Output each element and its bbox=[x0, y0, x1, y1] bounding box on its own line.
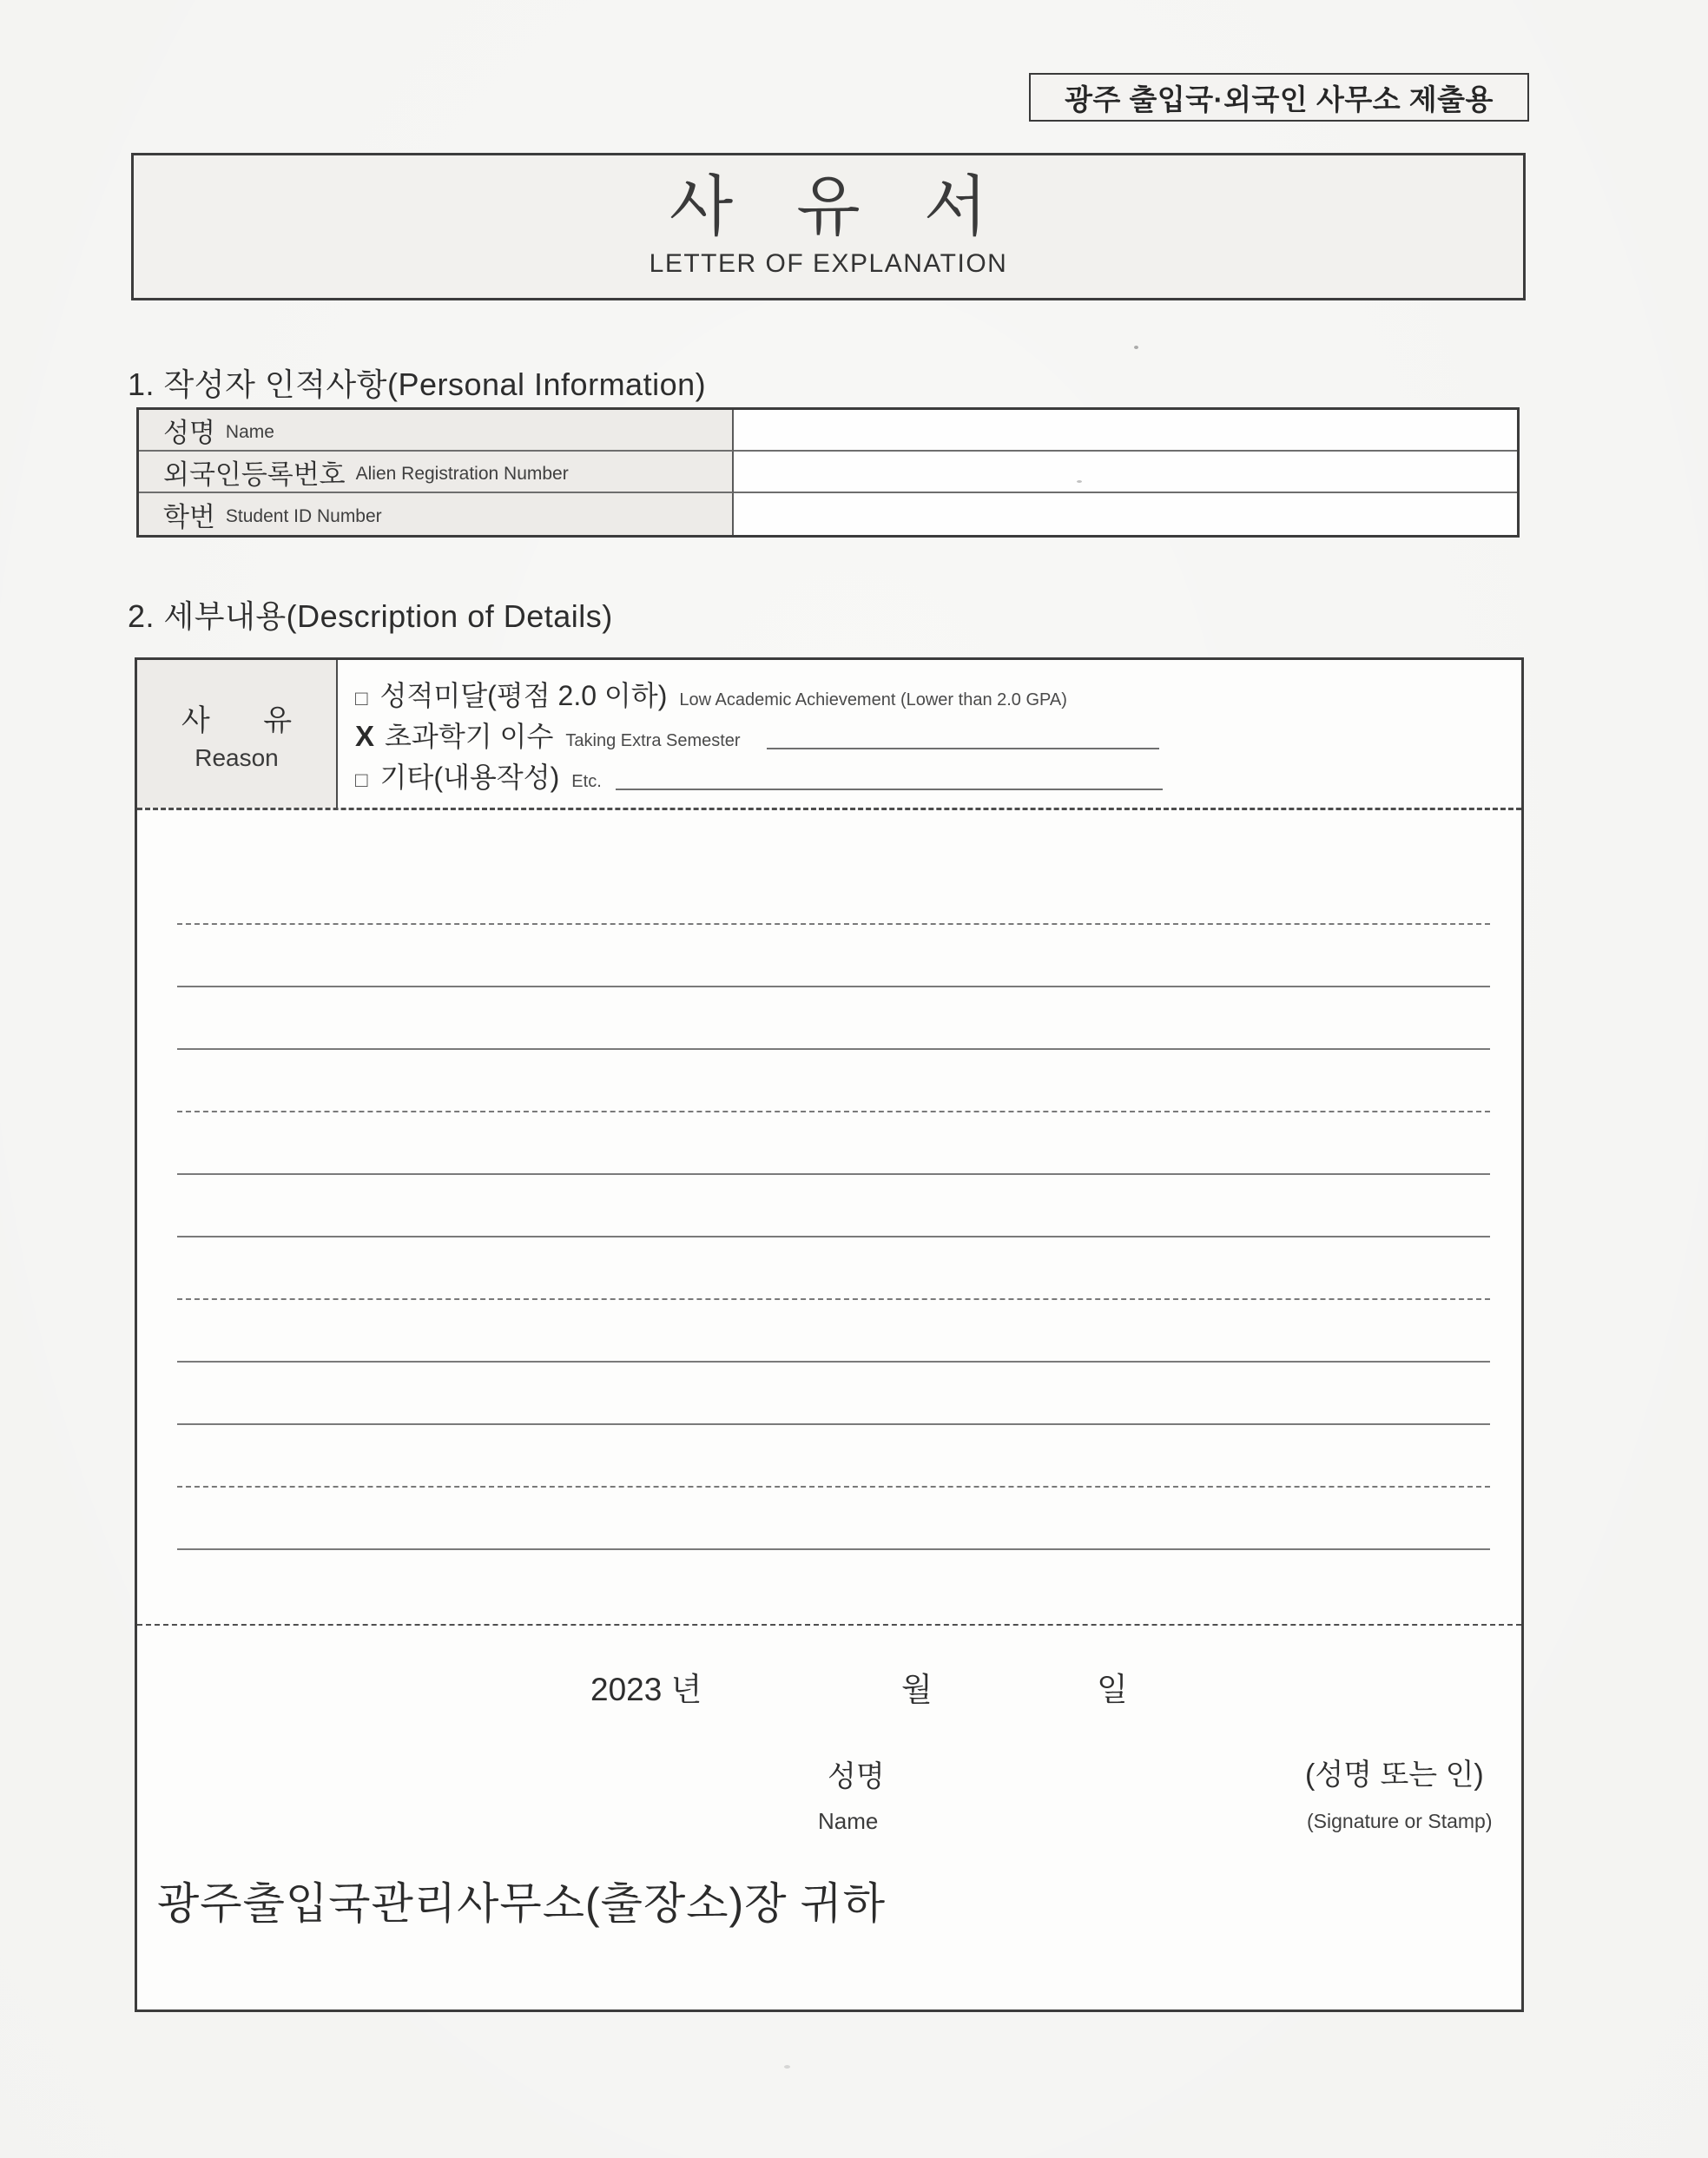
ruled-line bbox=[177, 1486, 1490, 1488]
option-low-achievement bbox=[355, 674, 1513, 714]
reason-label-ko: 사 유 bbox=[181, 703, 293, 737]
ruled-line bbox=[177, 1548, 1490, 1550]
section2-heading: 2. 세부내용(Description of Details) bbox=[128, 598, 613, 634]
option-etc-en: Etc. bbox=[571, 772, 602, 791]
student-id-value-cell bbox=[734, 493, 1517, 535]
checkbox-empty-icon: □ bbox=[355, 687, 368, 710]
student-id-label-en: Student ID Number bbox=[225, 506, 382, 526]
extra-semester-fill-line bbox=[767, 747, 1159, 749]
ruled-line bbox=[177, 1173, 1490, 1175]
student-id-label-cell bbox=[139, 493, 734, 535]
checkbox-empty-icon: □ bbox=[355, 769, 368, 792]
form-title-english: LETTER OF EXPLANATION bbox=[649, 249, 1008, 278]
ruled-line bbox=[177, 923, 1490, 925]
name-label-en: Name bbox=[225, 422, 274, 442]
date-day: 일 bbox=[1097, 1672, 1128, 1707]
ruled-line bbox=[177, 1423, 1490, 1425]
alien-reg-label-cell bbox=[139, 452, 734, 493]
alien-reg-value-cell bbox=[734, 452, 1517, 493]
form-title-korean: 사 유 서 bbox=[669, 170, 1011, 244]
option-etc-ko: 기타(내용작성) bbox=[379, 762, 560, 793]
option-extra-semester-ko: 초과학기 이수 bbox=[385, 721, 554, 752]
reason-options bbox=[338, 660, 1521, 808]
form-title-box bbox=[131, 153, 1526, 300]
option-etc bbox=[355, 756, 1513, 795]
option-extra-semester-en: Taking Extra Semester bbox=[565, 731, 741, 750]
name-label-ko: 성명 bbox=[163, 417, 215, 448]
ruled-line bbox=[177, 1236, 1490, 1237]
ruled-line bbox=[177, 1111, 1490, 1112]
reason-label-cell bbox=[137, 660, 338, 808]
name-value-cell bbox=[734, 410, 1517, 452]
ruled-line bbox=[177, 1298, 1490, 1300]
personal-info-table bbox=[136, 407, 1520, 538]
signature-stamp-label-en: (Signature or Stamp) bbox=[1307, 1810, 1493, 1832]
student-id-label-ko: 학번 bbox=[163, 501, 215, 532]
reason-row bbox=[137, 660, 1521, 810]
footer-separator-line bbox=[137, 1624, 1521, 1626]
ruled-line bbox=[177, 1048, 1490, 1050]
details-box bbox=[135, 657, 1524, 2012]
scan-artifact-dot bbox=[784, 2065, 790, 2069]
ruled-line bbox=[177, 986, 1490, 987]
alien-reg-label-ko: 외국인등록번호 bbox=[163, 459, 346, 490]
etc-fill-line bbox=[616, 788, 1163, 790]
submission-office-label: 광주 출입국·외국인 사무소 제출용 bbox=[1065, 82, 1494, 115]
option-low-achievement-ko: 성적미달(평점 2.0 이하) bbox=[379, 680, 668, 711]
scan-artifact-dot bbox=[1077, 480, 1082, 483]
date-line bbox=[137, 1663, 1521, 1706]
option-extra-semester bbox=[355, 715, 1513, 755]
option-low-achievement-en: Low Academic Achievement (Lower than 2.0 GPA) bbox=[679, 690, 1067, 709]
date-month: 월 bbox=[901, 1672, 933, 1707]
recipient-line: 광주출입국관리사무소(출장소)장 귀하 bbox=[157, 1879, 886, 1928]
signature-stamp-label-ko: (성명 또는 인) bbox=[1305, 1759, 1484, 1792]
scan-artifact-dot bbox=[1134, 346, 1138, 349]
signer-name-label-en: Name bbox=[818, 1808, 879, 1834]
alien-reg-label-en: Alien Registration Number bbox=[355, 464, 569, 484]
checkbox-x-mark-icon: X bbox=[355, 720, 375, 752]
section1-heading: 1. 작성자 인적사항(Personal Information) bbox=[128, 366, 707, 402]
date-year: 2023 년 bbox=[590, 1672, 702, 1707]
name-label-cell bbox=[139, 410, 734, 452]
reason-label-en: Reason bbox=[195, 743, 279, 771]
submission-office-tag bbox=[1029, 73, 1529, 122]
ruled-line bbox=[177, 1361, 1490, 1363]
signer-name-label-ko: 성명 bbox=[828, 1760, 885, 1793]
